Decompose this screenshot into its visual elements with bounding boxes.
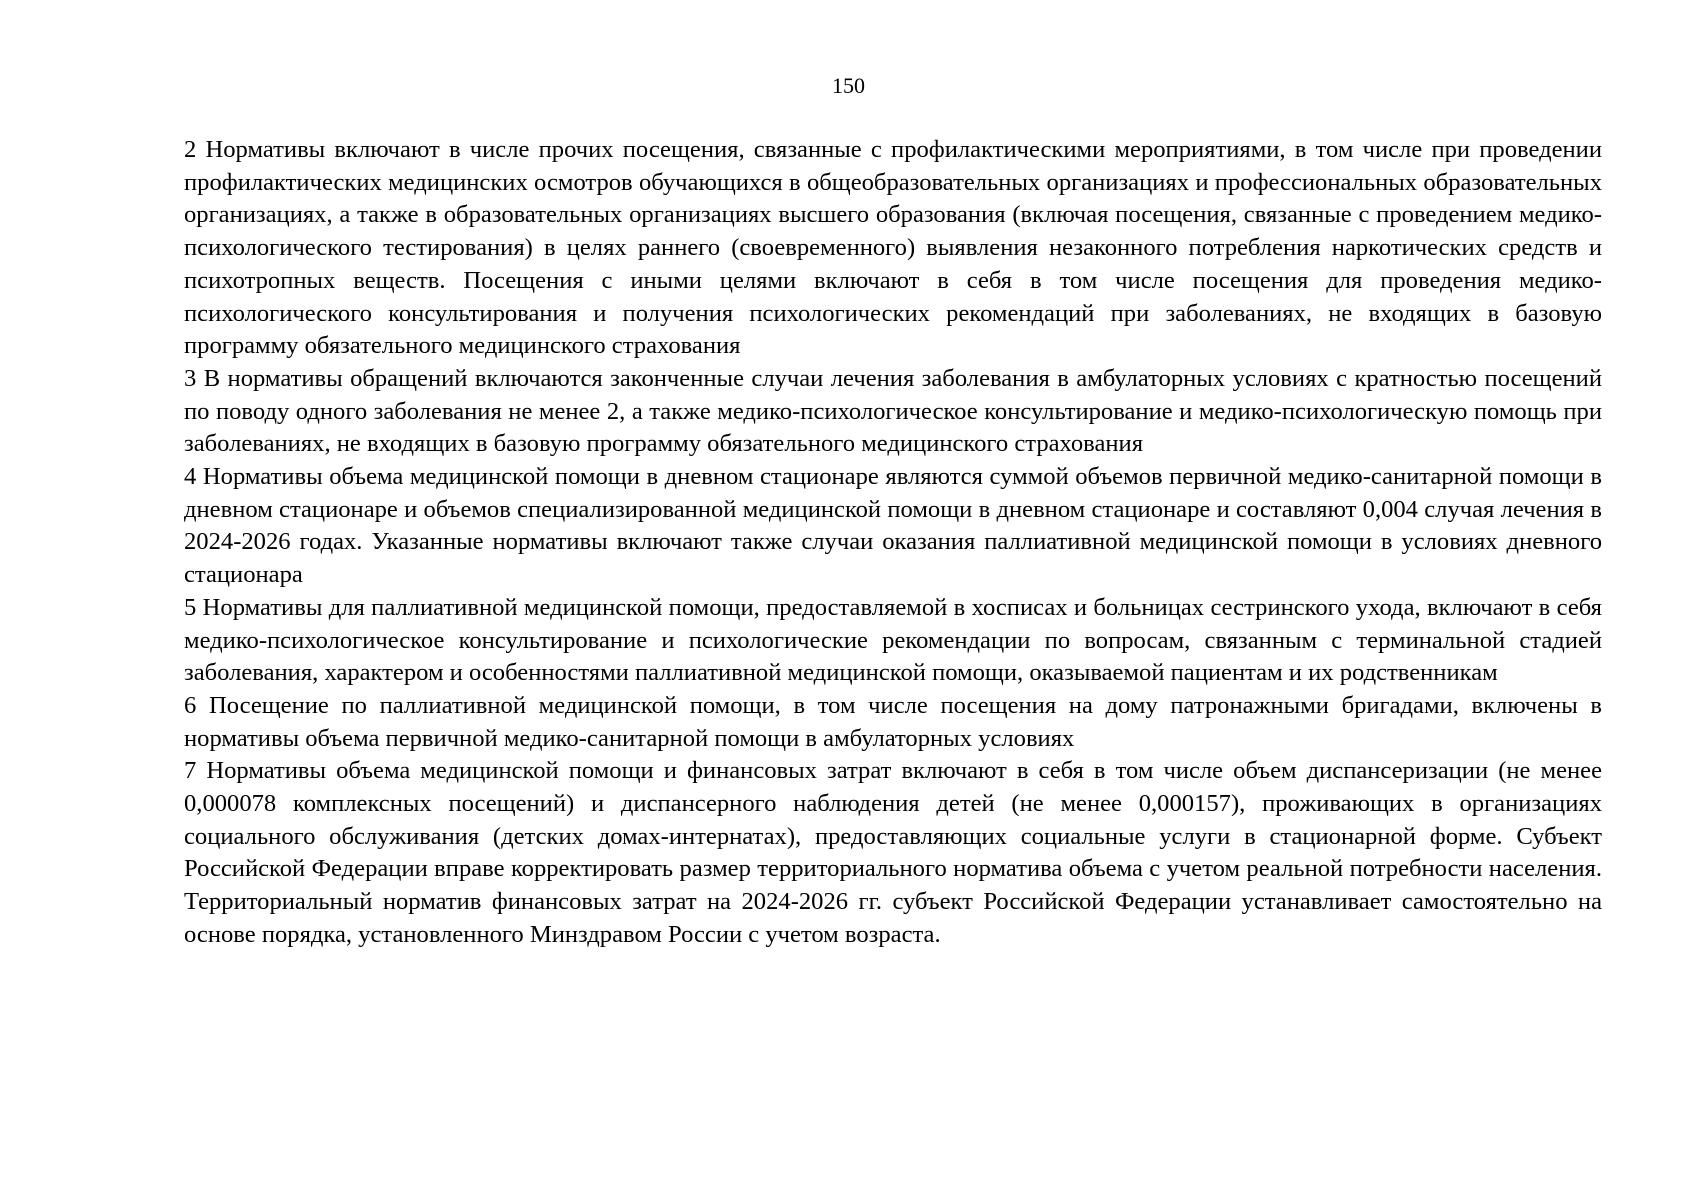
footnote-4: 4 Нормативы объема медицинской помощи в дневном стационаре являются суммой объемов первичной медико-санитарной помощи в дневном стационаре и объемов специализированной медицинской помощи в дневном стационаре и составляют 0,004 случая лечения в 2024-2026 годах. Указанные нормативы включают также случаи оказания паллиативной медицинской помощи в условиях дневного стационара — [184, 463, 1602, 589]
footnote-2: 2 Нормативы включают в числе прочих посещения, связанные с профилактическими мероприятиями, в том числе при проведении профилактических медицинских осмотров обучающихся в общеобразовательных организациях и профессиональных образовательных организациях, а также в образовательных организациях высшего образования (включая посещения, связанные с проведением медико-психологического тестирования) в целях раннего (своевременного) выявления незаконного потребления наркотических средств и психотропных веществ. Посещения с иными целями включают в себя в том числе посещения для проведения медико-психологического консультирования и получения психологических рекомендаций при заболеваниях, не входящих в базовую программу обязательного медицинского страхования — [184, 136, 1602, 360]
page-number: 150 — [832, 73, 865, 98]
footnotes-block — [184, 134, 1602, 952]
footnote-5: 5 Нормативы для паллиативной медицинской помощи, предоставляемой в хосписах и больницах сестринского ухода, включают в себя медико-психологическое консультирование и психологические рекомендации по вопросам, связанным с терминальной стадией заболевания, характером и особенностями паллиативной медицинской помощи, оказываемой пациентам и их родственникам — [184, 593, 1602, 687]
footnote-7: 7 Нормативы объема медицинской помощи и финансовых затрат включают в себя в том числе объем диспансеризации (не менее 0,000078 комплексных посещений) и диспансерного наблюдения детей (не менее 0,000157), проживающих в организациях социального обслуживания (детских домах-интернатах), предоставляющих социальные услуги в стационарной форме. Субъект Российской Федерации вправе корректировать размер территориального норматива объема с учетом реальной потребности населения. Территориальный норматив финансовых затрат на 2024-2026 гг. субъект Российской Федерации устанавливает самостоятельно на основе порядка, установленного Минздравом России с учетом возраста. — [184, 757, 1602, 948]
footnote-6: 6 Посещениe по паллиативной медицинской помощи, в том числе посещения на дому патронажными бригадами, включены в нормативы объема первичной медико-санитарной помощи в амбулаторных условиях — [184, 691, 1602, 752]
footnote-3: 3 В нормативы обращений включаются законченные случаи лечения заболевания в амбулаторных условиях с кратностью посещений по поводу одного заболевания не менее 2, а также медико-психологическое консультирование и медико-психологическую помощь при заболеваниях, не входящих в базовую программу обязательного медицинского страхования — [184, 364, 1602, 458]
